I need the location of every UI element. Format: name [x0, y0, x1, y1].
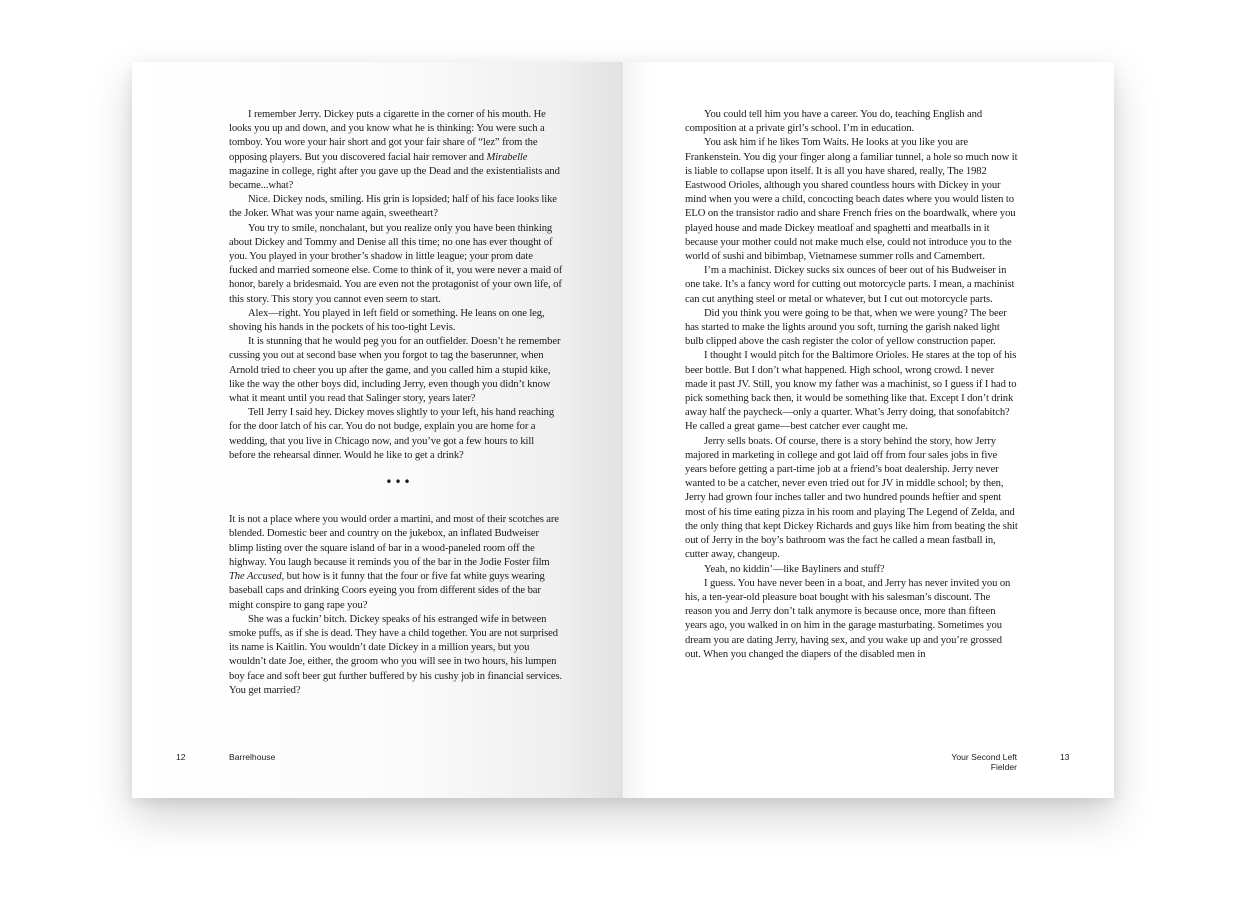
left-page [132, 62, 622, 798]
running-head-right: Your Second Left Fielder [951, 752, 1017, 772]
paragraph: You could tell him you have a career. You do, teaching English and composition at a private girl’s school. I’m in education. [685, 109, 983, 135]
paragraph: Tell Jerry I said hey. Dickey moves slightly to your left, his hand reaching for the door latch of his car. You do not budge, explain you are home for a wedding, that you live in Chicago now, and you’ve got a few hours to kill before the rehearsal dinner. Would he like to get a drink? [229, 407, 555, 461]
paragraph: Did you think you were going to be that, when we were young? The beer has started to make the lights around you soft, turning the garish naked light bulb clipped above the cash register the color of yellow construction paper. [685, 307, 1007, 348]
page-number-left: 12 [176, 752, 186, 762]
left-page-text [229, 108, 563, 698]
paragraph: I thought I would pitch for the Baltimore Orioles. He stares at the top of his beer bottle. But I don’t what happened. High school, wrong crowd. I never made it past JV. Still, you know my father was a machinist, so I guess if I had to pick something back then, it would be something like that. Except I don’t drink away half the paycheck—only a quarter. What’s Jerry doing, that sonofabitch? He called a great game—best catcher ever caught me. [685, 350, 1017, 433]
paragraph: I’m a machinist. Dickey sucks six ounces of beer out of his Budweiser in one take. It’s a fancy word for cutting out motorcycle parts. I mean, a machinist can cut anything steel or metal or whatever, but I cut out motorcycle parts. [685, 265, 1015, 305]
paragraph: Yeah, no kiddin’—like Bayliners and stuff? [704, 563, 885, 575]
paragraph: I remember Jerry. Dickey puts a cigarette in the corner of his mouth. He looks you up and down, and you know what he is thinking: You were such a tomboy. You wore your hair short and got your fair share of “lez” from the opposing players. But you discovered facial hair remover and Mirabelle magazine in college, right after you gave up the Dead and the existentialists and became...what? [229, 109, 560, 192]
book-spread [132, 62, 1114, 798]
paragraph: You ask him if he likes Tom Waits. He looks at you like you are Frankenstein. You dig your finger along a familiar tunnel, a hole so much now it is liable to collapse upon itself. It is all you have shared, really, The 1982 Eastwood Orioles, although you shared countless hours with Dickey in your mind when you were a child, concocting beach dates where you would listen to ELO on the transistor radio and share French fries on the boardwalk, where you played house and made Dickey meatloaf and spaghetti and meatballs in it because your mother could not make much else, could not introduce you to the world of sushi and bibimbap, Vietnamese summer rolls and Camembert. [685, 137, 1018, 263]
page-number-right: 13 [1060, 752, 1070, 762]
paragraph: It is not a place where you would order a martini, and most of their scotches are blended. Domestic beer and country on the jukebox, an inflated Budweiser blimp listing over the square island of bar in a wood-paneled room off the highway. You laugh because it reminds you of the bar in the Jodie Foster film The Accused, but how is it funny that the four or five fat white guys wearing baseball caps and drinking Coors eyeing you from different sides of the bar might conspire to gang rape you? [229, 514, 559, 611]
paragraph: You try to smile, nonchalant, but you realize only you have been thinking about Dickey and Tommy and Denise all this time; no one has ever thought of you. You played in your brother’s shadow in little league; your prom date fucked and married someone else. Come to think of it, you were never a maid of honor, barely a bridesmaid. You are even not the protagonist of your own life, of this story. This story you cannot even seem to start. [229, 222, 563, 305]
paragraph: Jerry sells boats. Of course, there is a story behind the story, how Jerry majored in marketing in college and got laid off from four sales jobs in five years before getting a part-time job at a friend’s boat dealership. Jerry never wanted to be a catcher, never even tried out for JV in middle school; by then, Jerry had grown four inches taller and two hundred pounds heftier and spent most of his time eating pizza in his room and playing The Legend of Zelda, and the only thing that kept Dickey Richards and guys like him from beating the shit out of Jerry in the boy’s bathroom was the fact he called a mean fastball in, cutter away, changeup. [685, 435, 1018, 561]
paragraph: Nice. Dickey nods, smiling. His grin is lopsided; half of his face looks like the Joker. What was your name again, sweetheart? [229, 194, 557, 220]
running-head-left: Barrelhouse [229, 752, 276, 762]
right-page [623, 62, 1114, 798]
paragraph: I guess. You have never been in a boat, and Jerry has never invited you on his, a ten-year-old pleasure boat bought with his salesman’s discount. The reason you and Jerry don’t talk anymore is because once, more than fifteen years ago, you walked in on him in the garage masturbating. Sometimes you dream you are dating Jerry, having sex, and you wake up and you’re grossed out. When you changed the diapers of the disabled men in [685, 577, 1011, 660]
left-page-paragraphs-bottom [229, 513, 563, 698]
section-break-ornament: ••• [385, 475, 413, 490]
paragraph: She was a fuckin’ bitch. Dickey speaks of his estranged wife in between smoke puffs, as if she is dead. They have a child together. You are not surprised its name is Kaitlin. You wouldn’t date Dickey in a million years, but you wouldn’t date Joe, either, the groom who you will see in two hours, his lumpen boy face and soft beer gut further buffered by his cushy job in financial services. You get married? [229, 613, 563, 696]
left-page-paragraphs-top [229, 108, 563, 463]
paragraph: Alex—right. You played in left field or something. He leans on one leg, shoving his hands in the pockets of his too-tight Levis. [229, 307, 545, 334]
right-page-text [685, 108, 1019, 662]
paragraph: It is stunning that he would peg you for an outfielder. Doesn’t he remember cussing you out at second base when you forgot to tag the baserunner, when Arnold tried to cheer you up after the game, and you called him a stupid kike, like the way the other boys did, including Jerry, even though you didn’t know what it meant until you read that Salinger story, years later? [229, 336, 561, 405]
